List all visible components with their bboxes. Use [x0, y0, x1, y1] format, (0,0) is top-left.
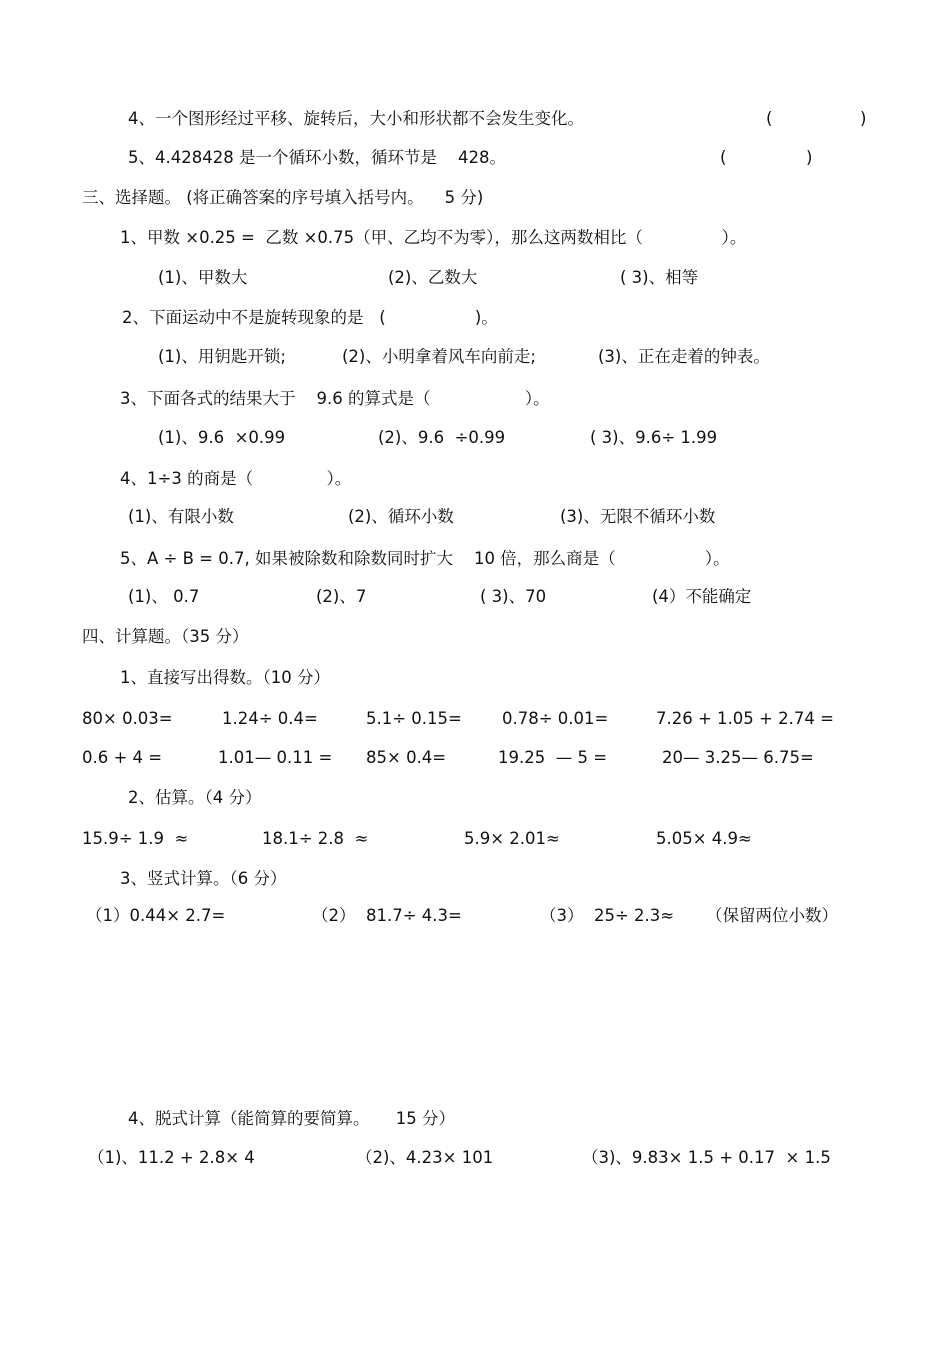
- option: (1)、有限小数: [128, 507, 234, 526]
- option: (2)、7: [316, 587, 367, 606]
- option: (4）不能确定: [652, 587, 752, 606]
- question-text: 3、下面各式的结果大于 9.6 的算式是（ ）。: [120, 389, 550, 408]
- rounding-note: （保留两位小数）: [706, 906, 838, 925]
- calc-item: 1.01— 0.11 =: [218, 748, 333, 767]
- option: ( 3)、70: [480, 587, 547, 606]
- section-title: 四、计算题。（35 分）: [82, 627, 249, 646]
- vertical-calc-item: （3） 25÷ 2.3≈: [540, 906, 675, 925]
- option: (3)、无限不循环小数: [560, 507, 716, 526]
- step-calc-item: （2)、4.23× 101: [356, 1148, 494, 1167]
- calc-item: 7.26 + 1.05 + 2.74 =: [656, 709, 834, 728]
- calc-item: 5.1÷ 0.15=: [366, 709, 462, 728]
- calc-item: 0.6 + 4 =: [82, 748, 163, 767]
- step-calc-item: （3)、9.83× 1.5 + 0.17 × 1.5: [582, 1148, 831, 1167]
- calc-item: 85× 0.4=: [366, 748, 447, 767]
- option: (2)、小明拿着风车向前走;: [342, 347, 536, 366]
- subsection-title: 4、脱式计算（能简算的要简算。 15 分）: [128, 1109, 455, 1128]
- answer-paren-close: ): [860, 109, 867, 128]
- subsection-title: 2、估算。（4 分）: [128, 788, 262, 807]
- subsection-title: 3、竖式计算。（6 分）: [120, 869, 287, 888]
- option: (1)、 0.7: [128, 587, 200, 606]
- answer-paren-open: (: [766, 109, 773, 128]
- section-title: 三、选择题。 (将正确答案的序号填入括号内。 5 分): [82, 188, 484, 207]
- answer-paren-open: (: [720, 148, 727, 167]
- estimate-item: 18.1÷ 2.8 ≈: [262, 829, 369, 848]
- calc-item: 1.24÷ 0.4=: [222, 709, 318, 728]
- judge-item-4: 4、一个图形经过平移、旋转后，大小和形状都不会发生变化。: [128, 109, 584, 128]
- estimate-item: 5.05× 4.9≈: [656, 829, 752, 848]
- question-text: 4、1÷3 的商是（ ）。: [120, 469, 352, 488]
- option: (2)、9.6 ÷0.99: [378, 428, 506, 447]
- judge-item-5: 5、4.428428 是一个循环小数，循环节是 428。: [128, 148, 506, 167]
- estimate-item: 15.9÷ 1.9 ≈: [82, 829, 189, 848]
- calc-item: 0.78÷ 0.01=: [502, 709, 609, 728]
- option: (2)、乙数大: [388, 268, 478, 287]
- calc-item: 20— 3.25— 6.75=: [662, 748, 814, 767]
- option: (1)、9.6 ×0.99: [158, 428, 286, 447]
- calc-item: 80× 0.03=: [82, 709, 173, 728]
- estimate-item: 5.9× 2.01≈: [464, 829, 560, 848]
- calc-item: 19.25 — 5 =: [498, 748, 608, 767]
- option: (2)、循环小数: [348, 507, 454, 526]
- question-text: 2、下面运动中不是旋转现象的是 ( )。: [122, 308, 498, 327]
- vertical-calc-item: （1）0.44× 2.7=: [86, 906, 226, 925]
- vertical-calc-item: （2） 81.7÷ 4.3=: [312, 906, 462, 925]
- answer-paren-close: ): [806, 148, 813, 167]
- option: (1)、甲数大: [158, 268, 248, 287]
- option: (3)、正在走着的钟表。: [598, 347, 770, 366]
- option: ( 3)、9.6÷ 1.99: [590, 428, 718, 447]
- question-text: 1、甲数 ×0.25 = 乙数 ×0.75（甲、乙均不为零），那么这两数相比（ ）。: [120, 228, 747, 247]
- option: ( 3)、相等: [620, 268, 699, 287]
- question-text: 5、A ÷ B = 0.7, 如果被除数和除数同时扩大 10 倍，那么商是（ ）。: [120, 549, 730, 568]
- option: (1)、用钥匙开锁;: [158, 347, 286, 366]
- step-calc-item: （1)、11.2 + 2.8× 4: [88, 1148, 255, 1167]
- subsection-title: 1、直接写出得数。（10 分）: [120, 668, 330, 687]
